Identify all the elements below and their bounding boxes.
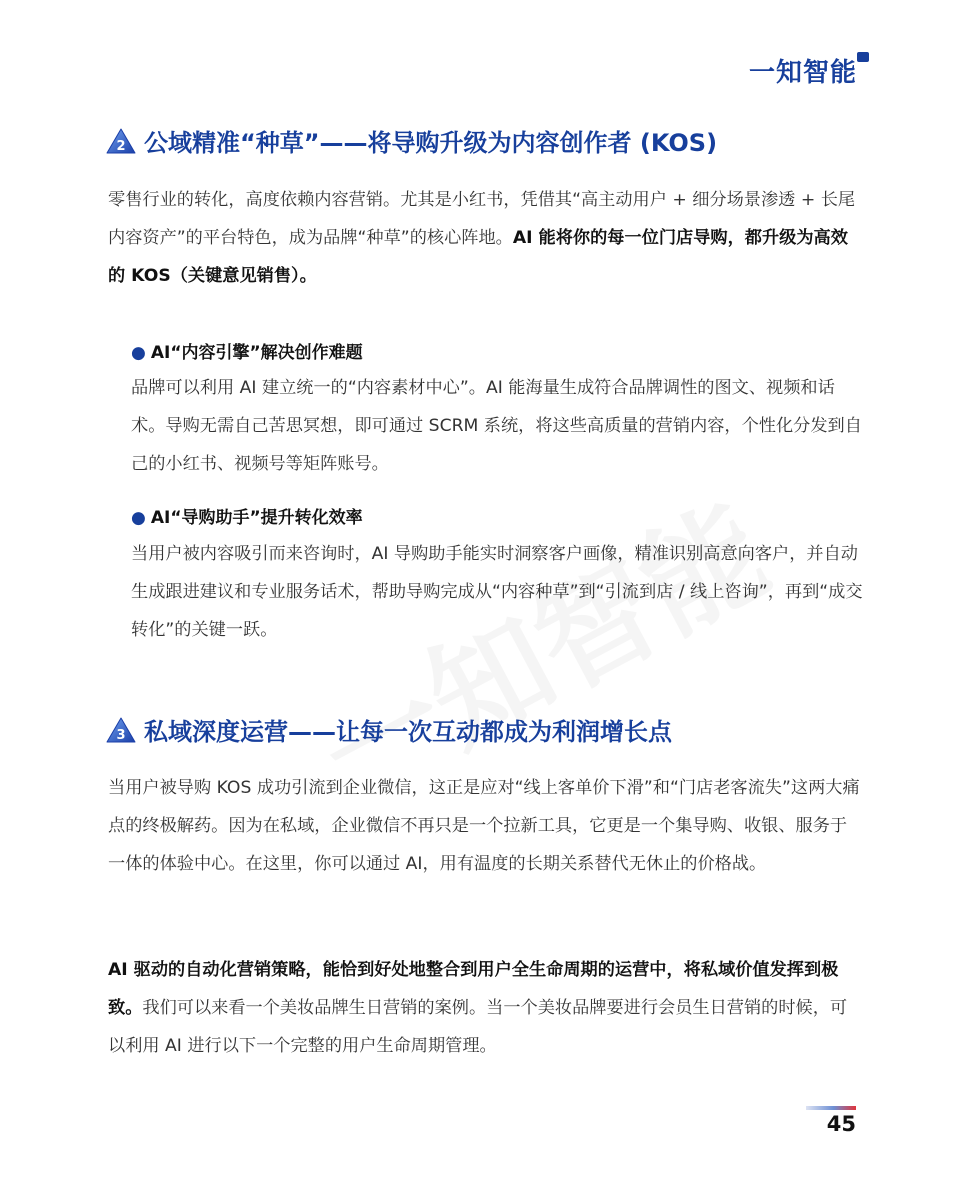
bullet-sales-assistant-text: 当用户被内容吸引而来咨询时，AI 导购助手能实时洞察客户画像，精准识别高意向客户，并自动生成跟进建议和专业服务话术，帮助导购完成从“内容种草”到“引流到店 / 线上咨询”，再到“成交转化”的关键一跃。 — [131, 544, 863, 640]
bullet-dot-icon: ● — [131, 508, 146, 528]
bullet-sales-assistant — [131, 503, 363, 528]
section-title: 公域精准“种草”——将导购升级为内容创作者 (KOS) — [144, 129, 718, 157]
bullet-content-engine-text: 品牌可以利用 AI 建立统一的“内容素材中心”。AI 能海量生成符合品牌调性的图文、视频和话术。导购无需自己苦思冥想，即可通过 SCRM 系统，将这些高质量的营销内容，个性化分发到自己的小红书、视频号等矩阵账号。 — [131, 378, 862, 474]
bullet-title: AI“导购助手”提升转化效率 — [150, 508, 363, 528]
section-2-intro: 零售行业的转化，高度依赖内容营销。尤其是小红书，凭借其“高主动用户 + 细分场景渗透 + 长尾内容资产”的平台特色，成为品牌“种草”的核心阵地。AI 能将你的每一位门店导购，都升级为高效的 KOS（关键意见销售）。 — [108, 190, 856, 286]
brand-mark-icon — [857, 52, 869, 62]
section-number: 3 — [116, 727, 126, 743]
bullet-content-engine — [131, 338, 363, 363]
section-3-paragraph-2: AI 驱动的自动化营销策略，能恰到好处地整合到用户全生命周期的运营中，将私域价值发挥到极致。我们可以来看一个美妆品牌生日营销的案例。当一个美妆品牌要进行会员生日营销的时候，可以利用 AI 进行以下一个完整的用户生命周期管理。 — [108, 960, 848, 1056]
brand-logo: 一知智能 — [748, 58, 857, 88]
section-3-heading — [106, 712, 672, 747]
section-title: 私域深度运营——让每一次互动都成为利润增长点 — [144, 718, 672, 746]
triangle-number-icon — [106, 128, 136, 154]
section-3-paragraph-1: 当用户被导购 KOS 成功引流到企业微信，这正是应对“线上客单价下滑”和“门店老客流失”这两大痛点的终极解药。因为在私域，企业微信不再只是一个拉新工具，它更是一个集导购、收银、服务于一体的体验中心。在这里，你可以通过 AI，用有温度的长期关系替代无休止的价格战。 — [108, 778, 860, 874]
page-number-bar — [806, 1106, 856, 1110]
page-number: 45 — [826, 1112, 856, 1136]
bullet-dot-icon: ● — [131, 343, 146, 363]
section-number: 2 — [116, 138, 126, 154]
section-2-heading — [106, 123, 717, 158]
triangle-number-icon — [106, 717, 136, 743]
bullet-title: AI“内容引擎”解决创作难题 — [150, 343, 363, 363]
